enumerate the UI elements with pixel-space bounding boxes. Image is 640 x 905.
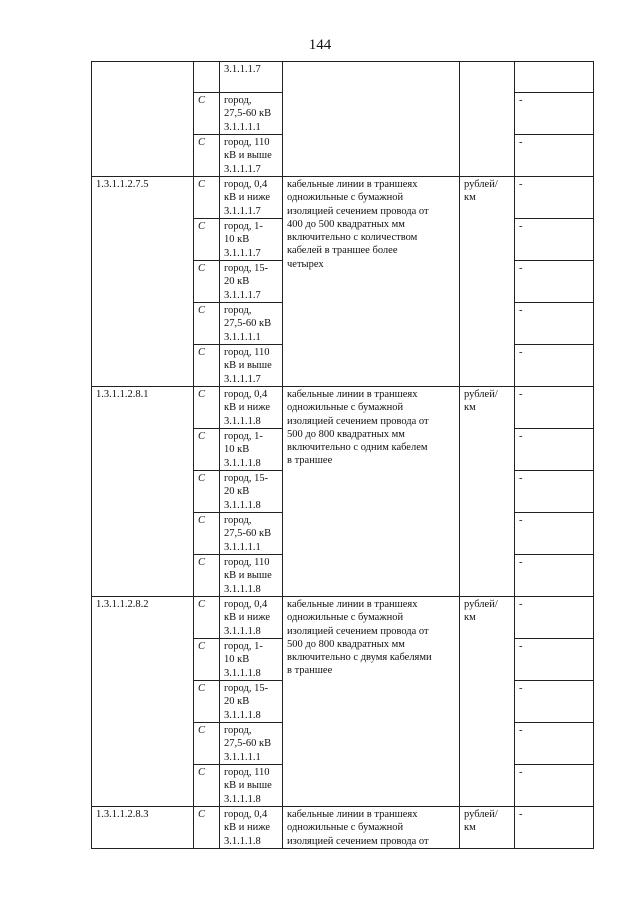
symbol-cell: C — [194, 681, 220, 723]
table-row — [92, 807, 594, 849]
symbol-cell: C — [194, 429, 220, 471]
symbol-cell: C — [194, 807, 220, 849]
voltage-cell: город, 0,4 кВ и ниже 3.1.1.1.8 — [220, 807, 283, 849]
value-cell: - — [515, 723, 594, 765]
voltage-cell: город, 1- 10 кВ 3.1.1.1.8 — [220, 429, 283, 471]
unit-cell: рублей/ км — [460, 597, 515, 807]
voltage-cell: город, 1- 10 кВ 3.1.1.1.8 — [220, 639, 283, 681]
symbol-cell — [194, 62, 220, 93]
unit-cell: рублей/ км — [460, 807, 515, 849]
value-cell: - — [515, 471, 594, 513]
voltage-cell: город, 1- 10 кВ 3.1.1.1.7 — [220, 219, 283, 261]
symbol-cell: C — [194, 555, 220, 597]
symbol-cell: C — [194, 387, 220, 429]
voltage-cell: город, 27,5-60 кВ 3.1.1.1.1 — [220, 723, 283, 765]
value-cell: - — [515, 93, 594, 135]
value-cell: - — [515, 597, 594, 639]
table-row — [92, 177, 594, 219]
code-cell: 1.3.1.1.2.8.3 — [92, 807, 194, 849]
code-cell: 1.3.1.1.2.8.1 — [92, 387, 194, 597]
voltage-cell: город, 0,4 кВ и ниже 3.1.1.1.7 — [220, 177, 283, 219]
voltage-cell: город, 27,5-60 кВ 3.1.1.1.1 — [220, 93, 283, 135]
voltage-cell: 3.1.1.1.7 — [220, 62, 283, 93]
symbol-cell: C — [194, 765, 220, 807]
symbol-cell: C — [194, 261, 220, 303]
description-cell: кабельные линии в траншеях одножильные с бумажной изоляцией сечением провода от 500 до 800 квадратных мм включительно с одним кабелем в траншее — [283, 387, 460, 597]
voltage-cell: город, 110 кВ и выше 3.1.1.1.7 — [220, 345, 283, 387]
page-number: 144 — [308, 37, 332, 53]
symbol-cell: C — [194, 345, 220, 387]
description-cell: кабельные линии в траншеях одножильные с бумажной изоляцией сечением провода от 400 до 500 квадратных мм включительно с количеством кабелей в траншее более четырех — [283, 177, 460, 387]
code-cell: 1.3.1.1.2.8.2 — [92, 597, 194, 807]
symbol-cell: C — [194, 513, 220, 555]
value-cell: - — [515, 303, 594, 345]
value-cell: - — [515, 765, 594, 807]
voltage-cell: город, 27,5-60 кВ 3.1.1.1.1 — [220, 513, 283, 555]
value-cell: - — [515, 345, 594, 387]
voltage-cell: город, 15- 20 кВ 3.1.1.1.8 — [220, 471, 283, 513]
unit-cell: рублей/ км — [460, 177, 515, 387]
voltage-cell: город, 110 кВ и выше 3.1.1.1.8 — [220, 555, 283, 597]
symbol-cell: C — [194, 219, 220, 261]
description-cell: кабельные линии в траншеях одножильные с бумажной изоляцией сечением провода от — [283, 807, 460, 849]
value-cell: - — [515, 177, 594, 219]
voltage-cell: город, 110 кВ и выше 3.1.1.1.7 — [220, 135, 283, 177]
value-cell: - — [515, 639, 594, 681]
code-cell — [92, 62, 194, 177]
voltage-cell: город, 0,4 кВ и ниже 3.1.1.1.8 — [220, 597, 283, 639]
symbol-cell: C — [194, 723, 220, 765]
value-cell: - — [515, 513, 594, 555]
table-row — [92, 597, 594, 639]
table-row — [92, 387, 594, 429]
unit-cell — [460, 62, 515, 177]
value-cell: - — [515, 429, 594, 471]
voltage-cell: город, 15- 20 кВ 3.1.1.1.8 — [220, 681, 283, 723]
symbol-cell: C — [194, 135, 220, 177]
value-cell — [515, 62, 594, 93]
symbol-cell: C — [194, 597, 220, 639]
code-cell: 1.3.1.1.2.7.5 — [92, 177, 194, 387]
value-cell: - — [515, 261, 594, 303]
symbol-cell: C — [194, 471, 220, 513]
value-cell: - — [515, 219, 594, 261]
voltage-cell: город, 15- 20 кВ 3.1.1.1.7 — [220, 261, 283, 303]
symbol-cell: C — [194, 639, 220, 681]
tariff-table — [91, 61, 594, 849]
value-cell: - — [515, 135, 594, 177]
table-row — [92, 62, 594, 93]
voltage-cell: город, 27,5-60 кВ 3.1.1.1.1 — [220, 303, 283, 345]
value-cell: - — [515, 681, 594, 723]
description-cell — [283, 62, 460, 177]
symbol-cell: C — [194, 303, 220, 345]
value-cell: - — [515, 555, 594, 597]
symbol-cell: C — [194, 177, 220, 219]
unit-cell: рублей/ км — [460, 387, 515, 597]
symbol-cell: C — [194, 93, 220, 135]
value-cell: - — [515, 807, 594, 849]
description-cell: кабельные линии в траншеях одножильные с бумажной изоляцией сечением провода от 500 до 800 квадратных мм включительно с двумя кабелями в траншее — [283, 597, 460, 807]
voltage-cell: город, 110 кВ и выше 3.1.1.1.8 — [220, 765, 283, 807]
value-cell: - — [515, 387, 594, 429]
voltage-cell: город, 0,4 кВ и ниже 3.1.1.1.8 — [220, 387, 283, 429]
